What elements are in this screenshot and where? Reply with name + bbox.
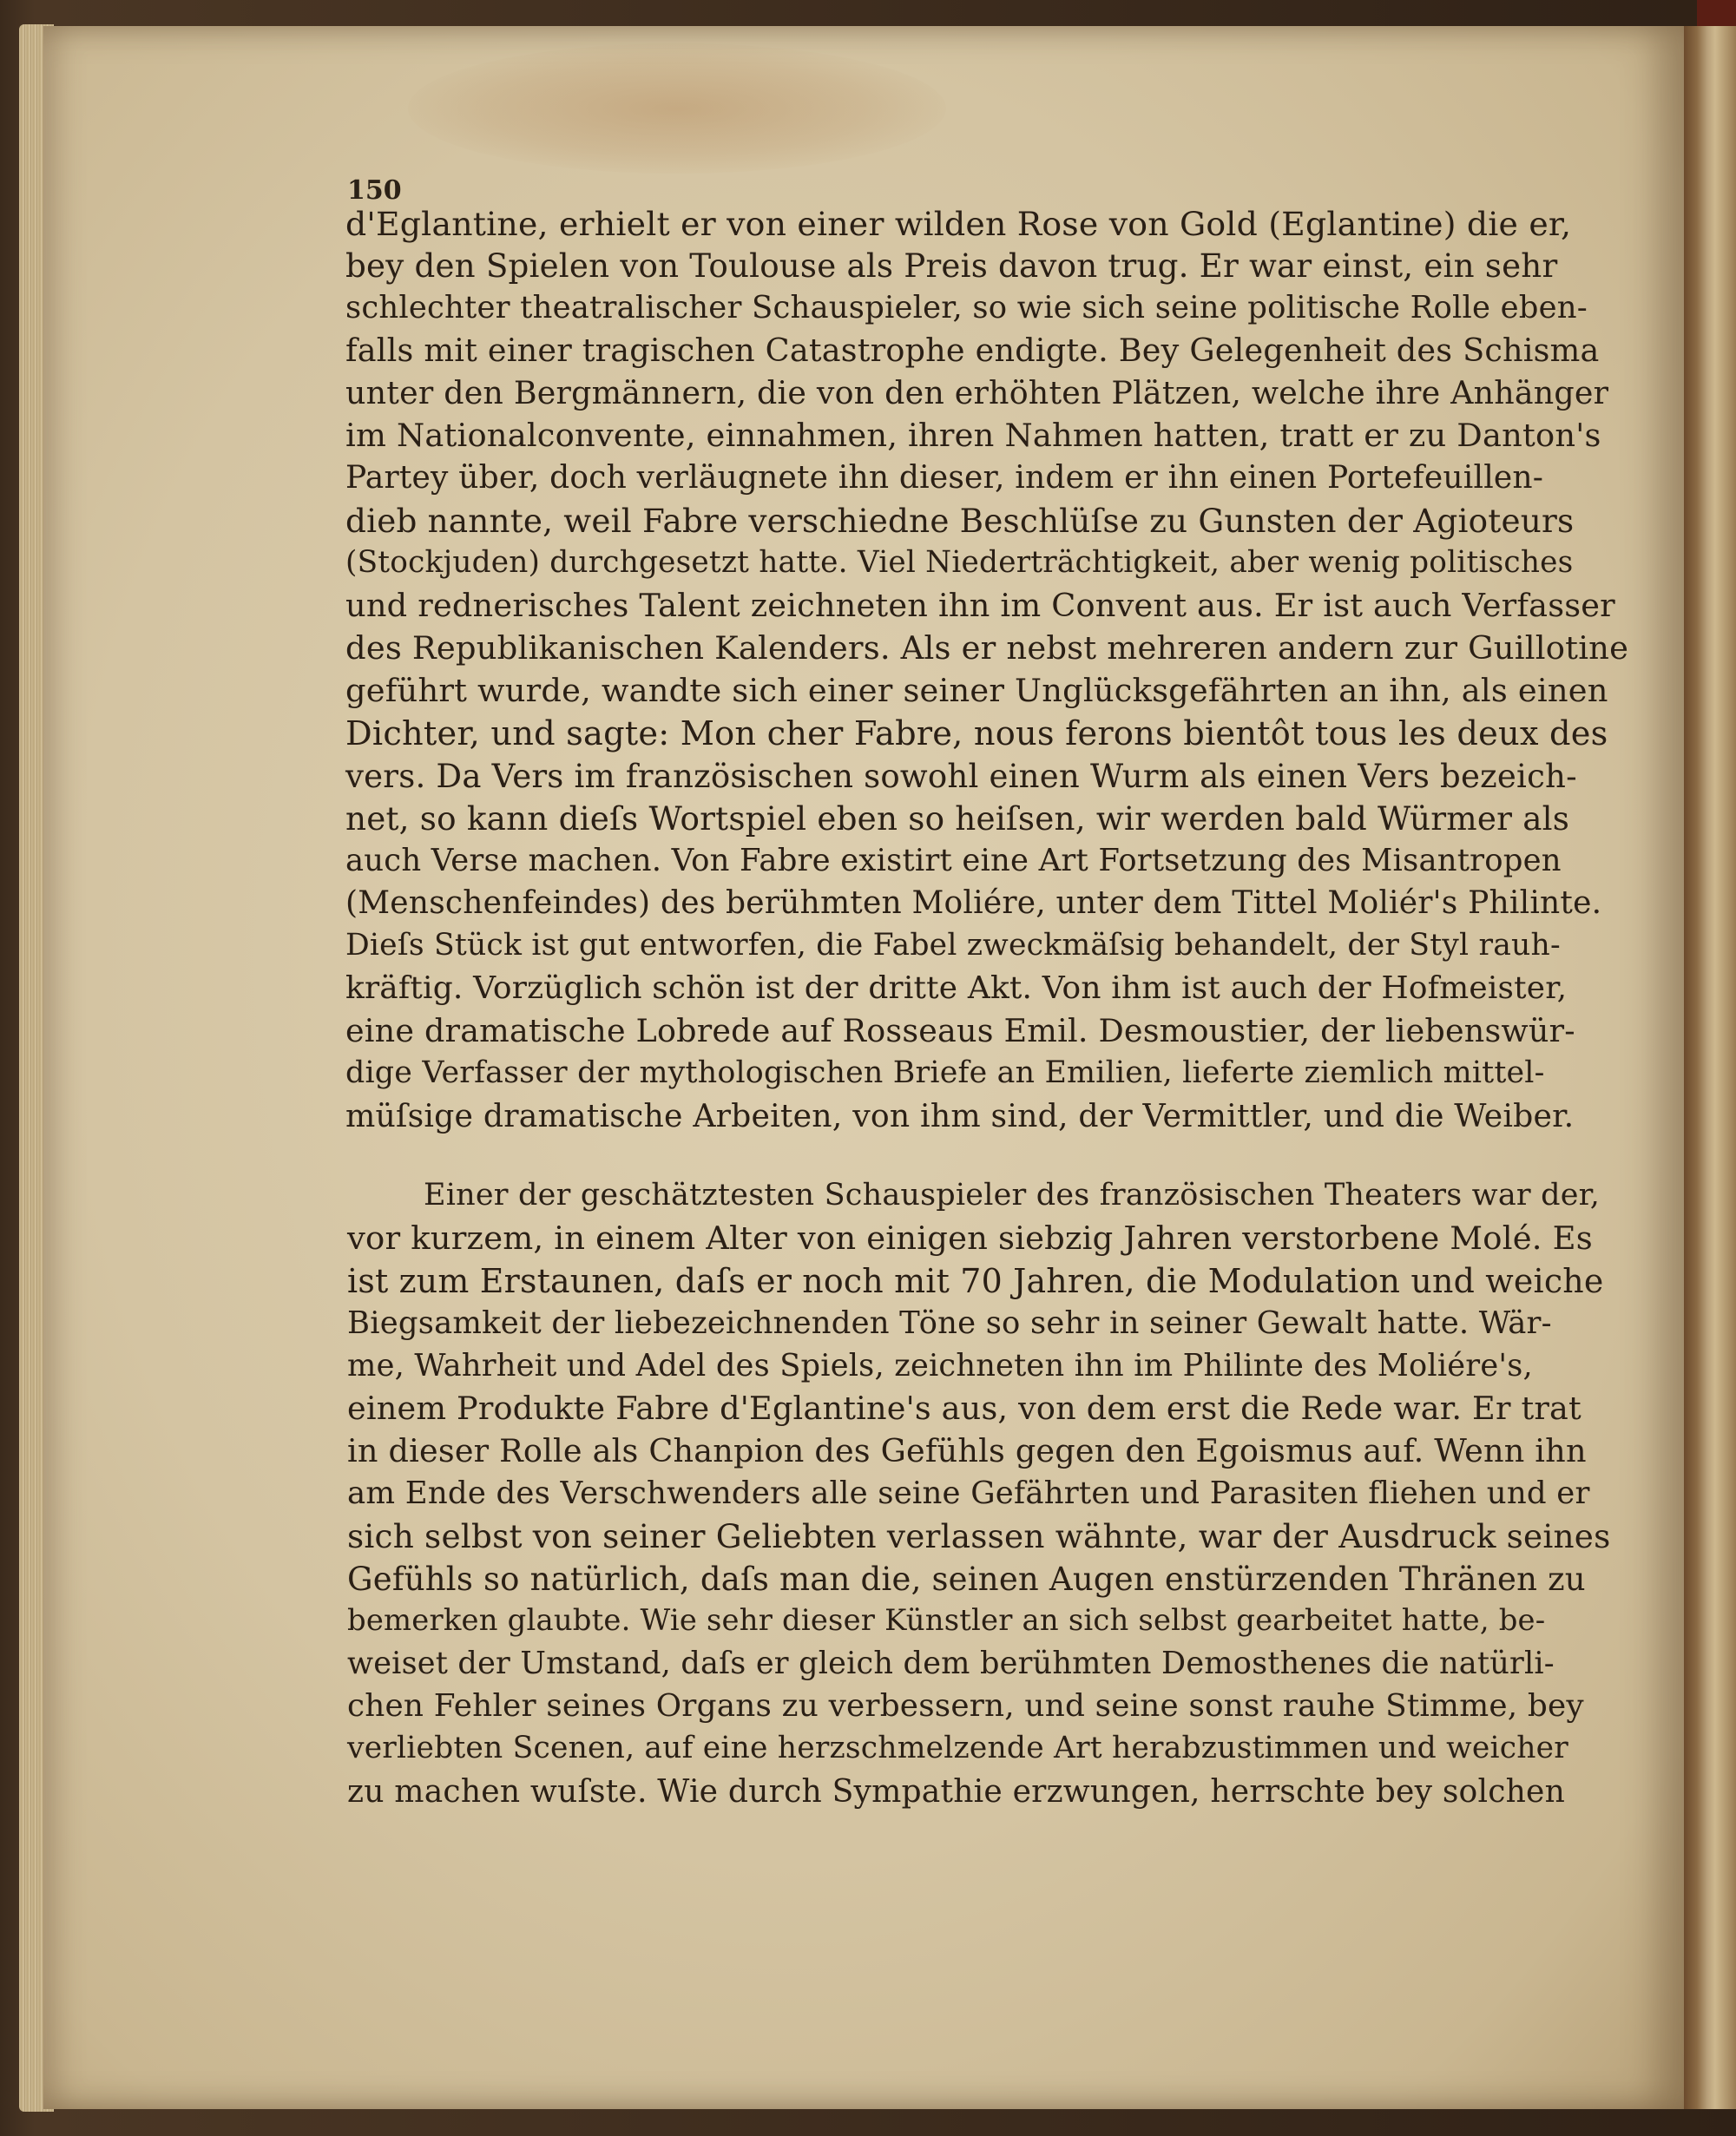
text-line: Dieſs Stück ist gut entworfen, die Fabel zweckmäſsig behandelt, der Styl rauh-: [345, 928, 1561, 963]
text-line: unter den Bergmännern, die von den erhöhten Plätzen, welche ihre Anhänger: [345, 374, 1609, 411]
text-line: (Menschenfeindes) des berühmten Moliére, unter dem Tittel Moliér's Philinte.: [345, 885, 1602, 921]
text-line: chen Fehler seines Organs zu verbessern, und seine sonst rauhe Stimme, bey: [347, 1688, 1584, 1724]
text-line: des Republikanischen Kalenders. Als er nebst mehreren andern zur Guillotine: [345, 629, 1629, 667]
text-line: Biegsamkeit der liebezeichnenden Töne so sehr in seiner Gewalt hatte. Wär-: [347, 1305, 1552, 1341]
text-line: müſsige dramatische Arbeiten, von ihm sind, der Vermittler, und die Weiber.: [345, 1097, 1575, 1134]
text-line: vor kurzem, in einem Alter von einigen siebzig Jahren verstorbene Molé. Es: [347, 1219, 1593, 1257]
text-line: net, so kann dieſs Wortspiel eben so heiſsen, wir werden bald Würmer als: [345, 799, 1570, 838]
text-line: einem Produkte Fabre d'Eglantine's aus, von dem erst die Rede war. Er trat: [347, 1390, 1581, 1427]
text-line: und rednerisches Talent zeichneten ihn im Convent aus. Er ist auch Verfasser: [345, 587, 1615, 624]
text-line: Partey über, doch verläugnete ihn dieser, indem er ihn einen Portefeuillen-: [345, 460, 1544, 496]
text-line: bey den Spielen von Toulouse als Preis davon trug. Er war einst, ein sehr: [345, 246, 1558, 285]
text-line: vers. Da Vers im französischen sowohl einen Wurm als einen Vers bezeich-: [345, 758, 1577, 795]
text-line: in dieser Rolle als Chanpion des Gefühls gegen den Egoismus auf. Wenn ihn: [347, 1432, 1587, 1469]
text-line: sich selbst von seiner Geliebten verlassen wähnte, war der Ausdruck seines: [347, 1517, 1611, 1555]
text-line: im Nationalconvente, einnahmen, ihren Nahmen hatten, tratt er zu Danton's: [345, 417, 1601, 454]
text-line: ist zum Erstaunen, daſs er noch mit 70 Jahren, die Modulation und weiche: [347, 1262, 1604, 1300]
text-line: Dichter, und sagte: Mon cher Fabre, nous ferons bientôt tous les deux des: [345, 714, 1608, 753]
text-line: schlechter theatralischer Schauspieler, so wie sich seine politische Rolle eben-: [345, 290, 1588, 325]
page-number: 150: [347, 175, 402, 206]
text-line: bemerken glaubte. Wie sehr dieser Künstler an sich selbst gearbeitet hatte, be-: [347, 1603, 1546, 1637]
text-line: me, Wahrheit und Adel des Spiels, zeichneten ihn im Philinte des Moliére's,: [347, 1348, 1533, 1383]
text-line: am Ende des Verschwenders alle seine Gefährten und Parasiten fliehen und er: [347, 1475, 1590, 1511]
text-line: (Stockjuden) durchgesetzt hatte. Viel Niederträchtigkeit, aber wenig politisches: [345, 545, 1574, 580]
text-line: weiset der Umstand, daſs er gleich dem berühmten Demosthenes die natürli-: [347, 1646, 1555, 1681]
text-line: dige Verfasser der mythologischen Briefe an Emilien, lieferte ziemlich mittel-: [345, 1055, 1545, 1090]
text-line: zu machen wuſste. Wie durch Sympathie erzwungen, herrschte bey solchen: [347, 1773, 1566, 1810]
text-line: d'Eglantine, erhielt er von einer wilden Rose von Gold (Eglantine) die er,: [345, 205, 1572, 243]
water-stain: [408, 43, 946, 174]
text-line: eine dramatische Lobrede auf Rosseaus Emil. Desmoustier, der liebenswür-: [345, 1012, 1575, 1049]
text-line: falls mit einer tragischen Catastrophe endigte. Bey Gelegenheit des Schisma: [345, 332, 1600, 369]
text-line: auch Verse machen. Von Fabre existirt eine Art Fortsetzung des Misantropen: [345, 843, 1562, 878]
book-spine: [1684, 26, 1736, 2109]
text-line: geführt wurde, wandte sich einer seiner Unglücksgefährten an ihn, als einen: [345, 672, 1608, 709]
text-line: Einer der geschätztesten Schauspieler des französischen Theaters war der,: [424, 1178, 1601, 1213]
text-line: Gefühls so natürlich, daſs man die, seinen Augen enstürzenden Thränen zu: [347, 1561, 1586, 1598]
text-line: kräftig. Vorzüglich schön ist der dritte Akt. Von ihm ist auch der Hofmeister,: [345, 970, 1568, 1006]
binding-corner: [1697, 0, 1736, 26]
text-line: verliebten Scenen, auf eine herzschmelzende Art herabzustimmen und weicher: [347, 1731, 1568, 1765]
text-line: dieb nannte, weil Fabre verschiedne Beschlüſse zu Gunsten der Agioteurs: [345, 502, 1575, 540]
